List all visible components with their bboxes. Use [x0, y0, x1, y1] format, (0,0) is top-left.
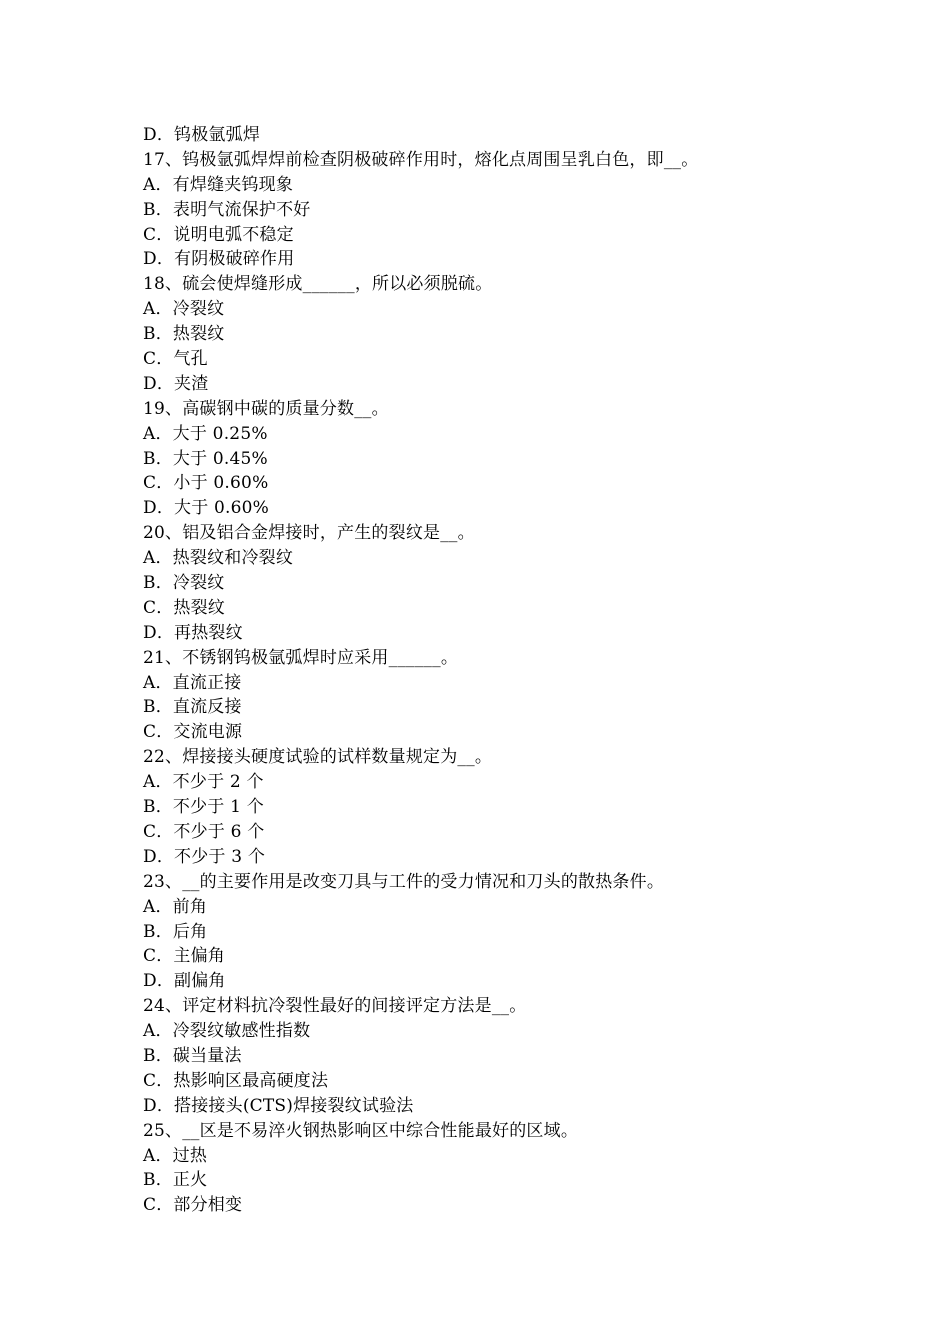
option-line: C．热影响区最高硬度法 — [143, 1070, 329, 1091]
option-line: D．再热裂纹 — [143, 622, 243, 643]
option-line: C．主偏角 — [143, 946, 226, 967]
option-line: C．小于 0.60% — [143, 473, 269, 494]
option-line: D．有阴极破碎作用 — [143, 249, 295, 270]
option-line: A．大于 0.25% — [143, 423, 268, 444]
option-line: A．不少于 2 个 — [143, 772, 264, 793]
option-line: A．冷裂纹敏感性指数 — [143, 1021, 311, 1042]
option-line: C．热裂纹 — [143, 597, 226, 618]
option-line: B．热裂纹 — [143, 324, 225, 345]
option-line: C．气孔 — [143, 349, 208, 370]
option-line: D．副偏角 — [143, 971, 226, 992]
option-line: A．有焊缝夹钨现象 — [143, 174, 294, 195]
option-line: A．直流正接 — [143, 672, 242, 693]
question-line: 18、硫会使焊缝形成______，所以必须脱硫。 — [143, 274, 493, 295]
question-line: 23、__的主要作用是改变刀具与工件的受力情况和刀头的散热条件。 — [143, 871, 665, 892]
option-line: D．大于 0.60% — [143, 498, 270, 519]
option-line: B．冷裂纹 — [143, 573, 225, 594]
option-line: C．不少于 6 个 — [143, 821, 265, 842]
question-line: 19、高碳钢中碳的质量分数__。 — [143, 398, 389, 419]
question-line: 21、不锈钢钨极氩弧焊时应采用______。 — [143, 647, 459, 668]
option-line: A．过热 — [143, 1145, 208, 1166]
option-line: B．大于 0.45% — [143, 448, 268, 469]
option-line: A．热裂纹和冷裂纹 — [143, 548, 294, 569]
option-line: D．搭接接头(CTS)焊接裂纹试验法 — [143, 1095, 414, 1116]
option-line: B．不少于 1 个 — [143, 797, 264, 818]
option-line: C．说明电弧不稳定 — [143, 224, 294, 245]
option-line: A．冷裂纹 — [143, 299, 225, 320]
option-line: B．表明气流保护不好 — [143, 199, 311, 220]
option-line: B．正火 — [143, 1170, 208, 1191]
option-line: C．交流电源 — [143, 722, 243, 743]
option-line: C．部分相变 — [143, 1195, 243, 1216]
option-line: B．碳当量法 — [143, 1045, 242, 1066]
question-line: 24、评定材料抗冷裂性最好的间接评定方法是__。 — [143, 996, 527, 1017]
question-line: 22、焊接接头硬度试验的试样数量规定为__。 — [143, 747, 493, 768]
option-line: B．直流反接 — [143, 697, 242, 718]
question-line: 25、__区是不易淬火钢热影响区中综合性能最好的区域。 — [143, 1120, 579, 1141]
option-line: A．前角 — [143, 896, 208, 917]
option-line: D．钨极氩弧焊 — [143, 125, 261, 145]
question-line: 17、钨极氩弧焊焊前检查阴极破碎作用时，熔化点周围呈乳白色，即__。 — [143, 149, 699, 170]
document-page — [143, 123, 843, 1218]
question-line: 20、铝及铝合金焊接时，产生的裂纹是__。 — [143, 523, 475, 544]
option-line: D．夹渣 — [143, 373, 209, 394]
option-line: D．不少于 3 个 — [143, 846, 266, 867]
option-line: B．后角 — [143, 921, 208, 942]
